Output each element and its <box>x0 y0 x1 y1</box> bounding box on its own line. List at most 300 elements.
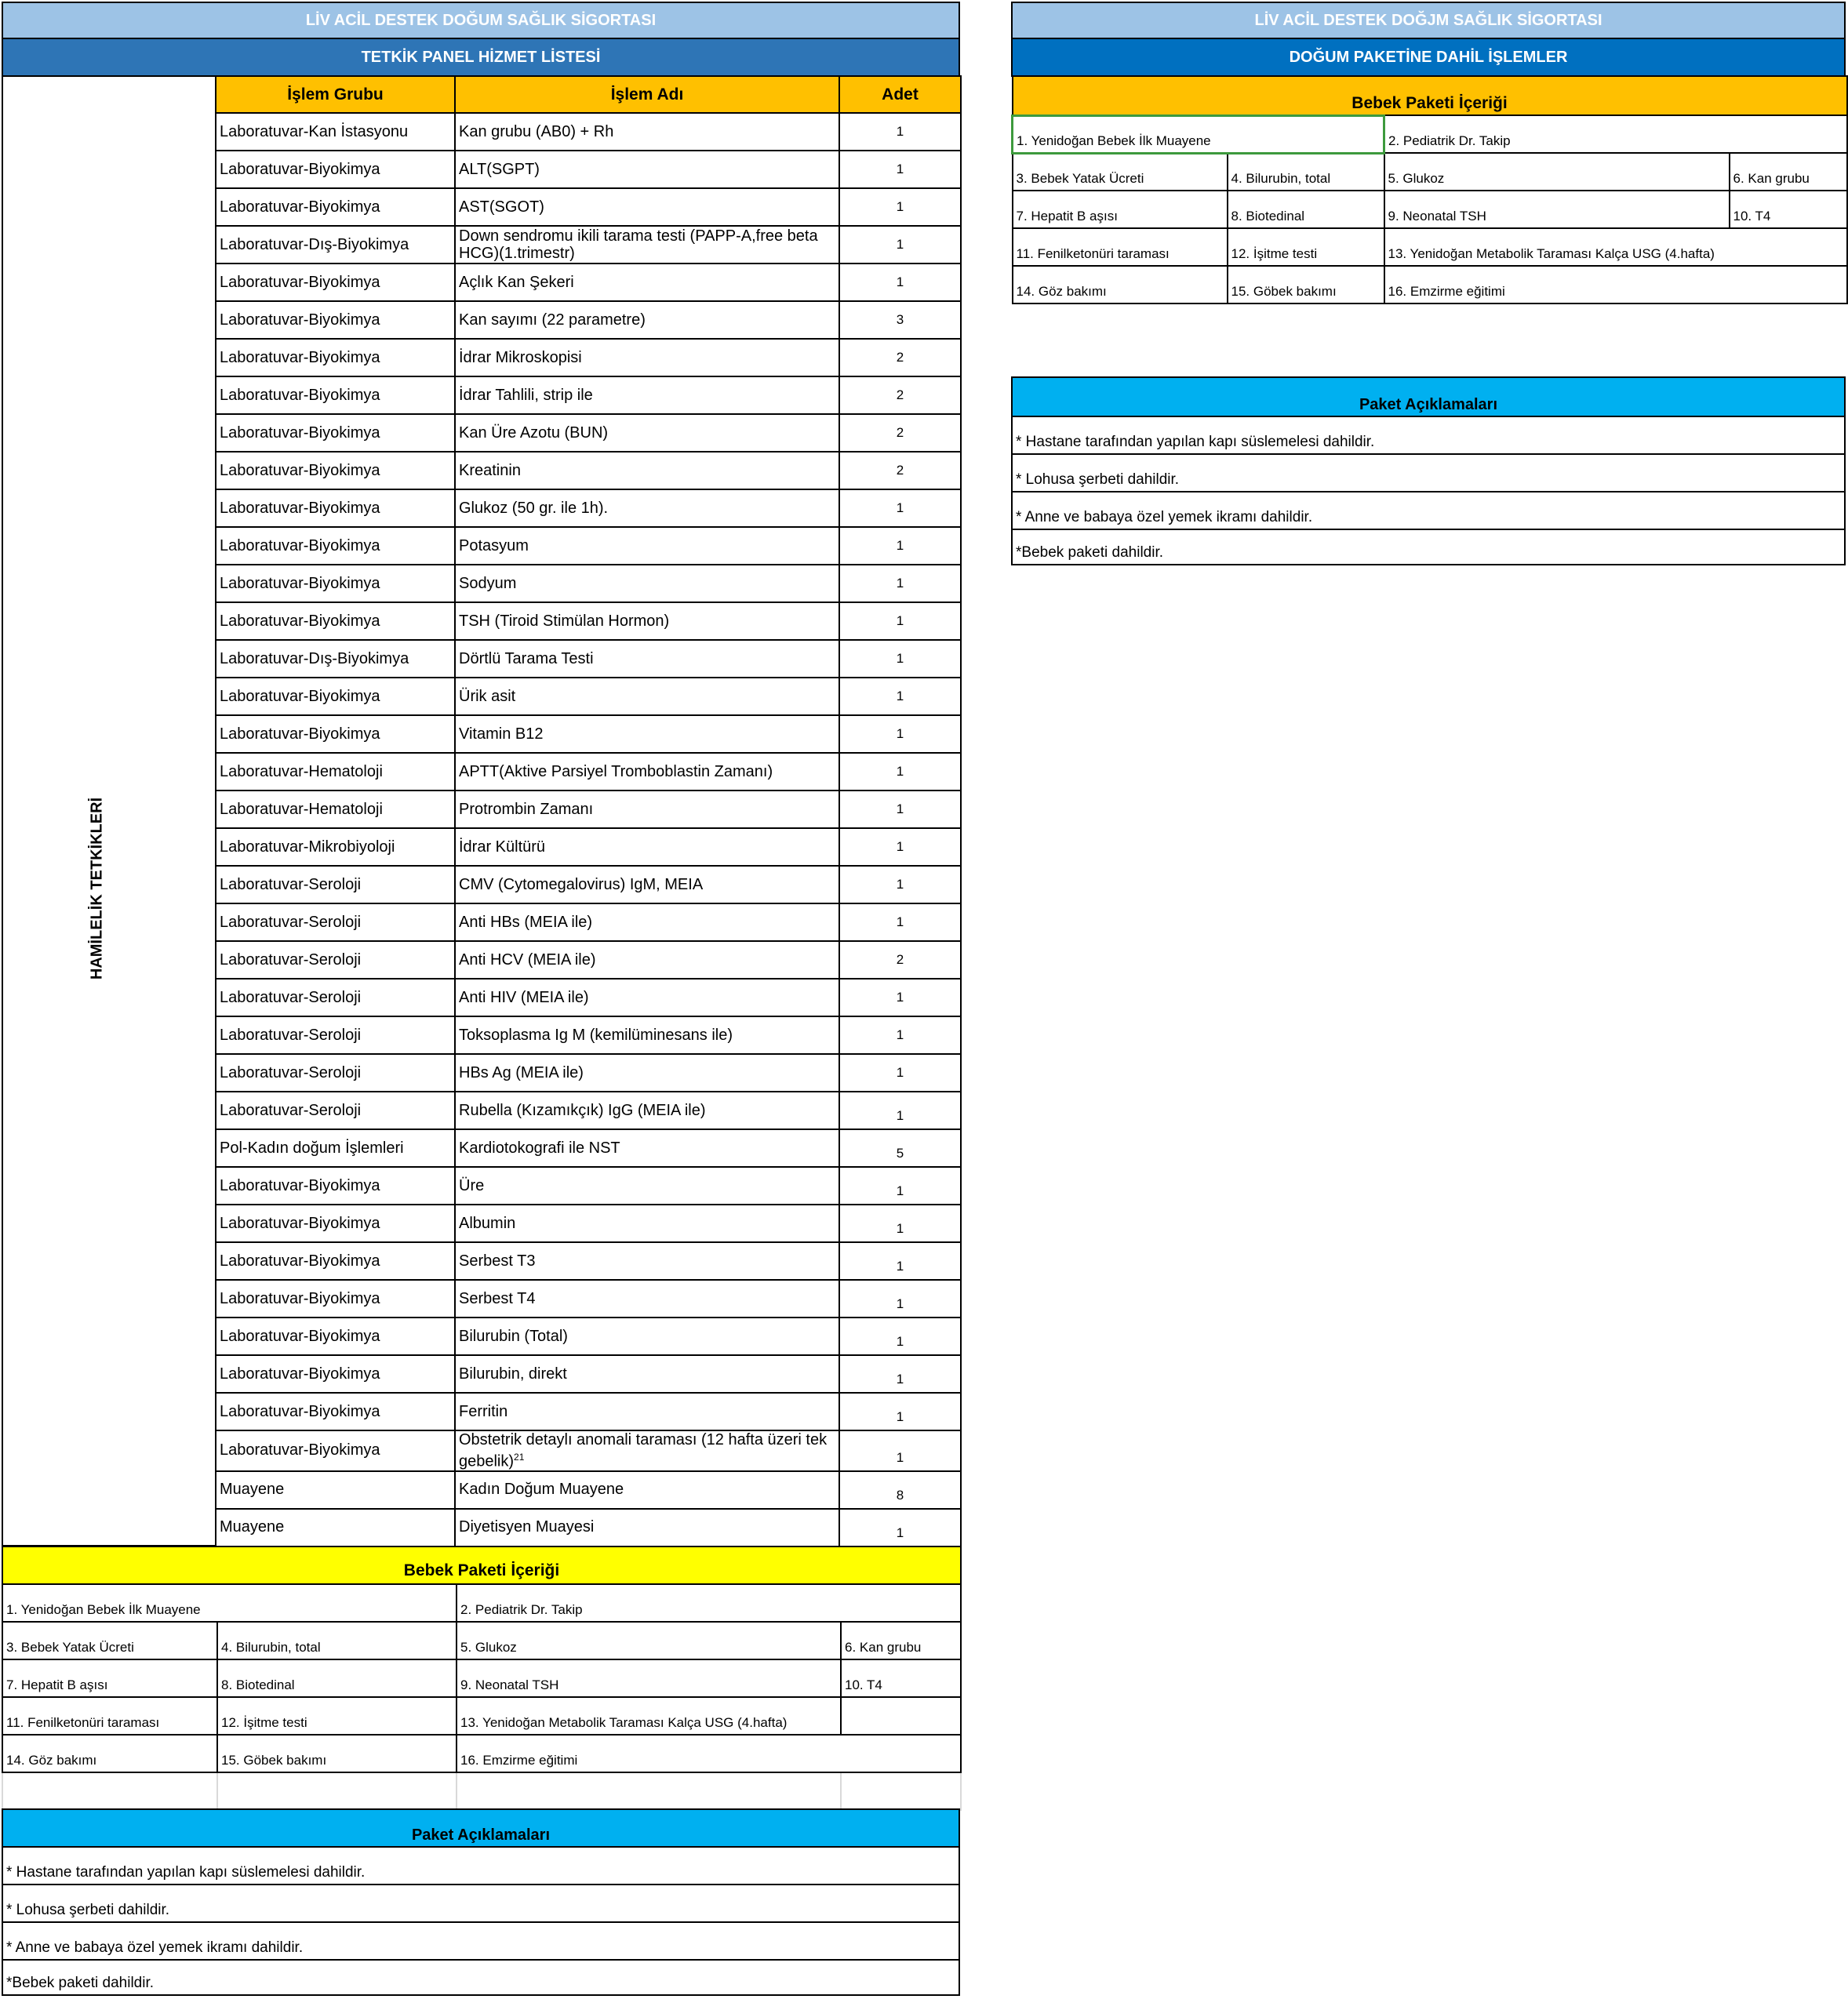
row-count <box>839 188 961 226</box>
row-count <box>839 565 961 602</box>
row-name-text: Serbest T3 <box>459 1252 536 1270</box>
row-group <box>216 339 455 376</box>
row-name-text: Protrombin Zamanı <box>459 800 594 818</box>
row-group-text: Laboratuvar-Biyokimya <box>220 612 380 630</box>
baby-item: 8. Biotedinal <box>1228 191 1384 228</box>
row-group-text: Laboratuvar-Biyokimya <box>220 348 380 366</box>
row-count <box>839 301 961 339</box>
test-table <box>215 75 962 1547</box>
row-count-text: 1 <box>896 914 904 929</box>
row-name <box>455 489 839 527</box>
row-count-text: 1 <box>896 124 904 139</box>
row-count <box>839 1280 961 1318</box>
table-row <box>216 1280 961 1318</box>
row-name <box>455 1393 839 1430</box>
row-group <box>216 376 455 414</box>
row-group-text: Laboratuvar-Biyokimya <box>220 311 380 329</box>
row-group <box>216 753 455 791</box>
row-name-text: İdrar Mikroskopisi <box>459 348 582 366</box>
row-name <box>455 1205 839 1242</box>
empty-cell <box>2 1772 217 1810</box>
row-name <box>455 527 839 565</box>
row-group <box>216 1471 455 1509</box>
baby-item-empty <box>841 1697 961 1735</box>
row-group-text: Laboratuvar-Biyokimya <box>220 386 380 404</box>
side-label-cell <box>2 75 216 1546</box>
row-group-text: Laboratuvar-Mikrobiyoloji <box>220 838 395 856</box>
table-row <box>216 1129 961 1167</box>
row-name <box>455 715 839 753</box>
row-group-text: Laboratuvar-Biyokimya <box>220 198 380 216</box>
row-name <box>455 188 839 226</box>
table-row <box>216 226 961 264</box>
row-group <box>216 1355 455 1393</box>
baby-item: 2. Pediatrik Dr. Takip <box>457 1584 961 1622</box>
left-baby-title: Bebek Paketi İçeriği <box>2 1546 961 1584</box>
row-name-text: İdrar Tahlili, strip ile <box>459 386 593 404</box>
row-name-text: Sodyum <box>459 574 517 592</box>
row-group <box>216 226 455 264</box>
row-count-text: 1 <box>896 237 904 252</box>
table-row <box>216 602 961 640</box>
empty-cell <box>841 1772 961 1810</box>
row-name-text: Obstetrik detaylı anomali taraması (12 hafta üzeri tek gebelik) <box>459 1431 828 1470</box>
row-group <box>216 828 455 866</box>
row-name <box>455 452 839 489</box>
row-group-text: Pol-Kadın doğum İşlemleri <box>220 1139 404 1157</box>
row-count-text: 1 <box>896 801 904 816</box>
note-item: * Lohusa şerbeti dahildir. <box>1012 454 1845 492</box>
row-count <box>839 1016 961 1054</box>
table-row <box>216 113 961 151</box>
row-count <box>839 1318 961 1355</box>
row-name-text: Diyetisyen Muayesi <box>459 1518 595 1536</box>
row-group-text: Laboratuvar-Biyokimya <box>220 1402 380 1420</box>
left-baby-table <box>2 1546 962 1811</box>
right-title-bar <box>1011 2 1846 39</box>
baby-item: 6. Kan grubu <box>841 1622 961 1659</box>
row-name-text: Açlık Kan Şekeri <box>459 273 574 291</box>
row-count <box>839 1167 961 1205</box>
row-group <box>216 1054 455 1092</box>
row-count-text: 1 <box>896 199 904 214</box>
row-name <box>455 640 839 678</box>
row-group-text: Muayene <box>220 1518 285 1536</box>
table-row <box>216 791 961 828</box>
row-count <box>839 753 961 791</box>
row-name <box>455 866 839 903</box>
table-row <box>216 301 961 339</box>
table-row <box>216 339 961 376</box>
row-group-text: Laboratuvar-Biyokimya <box>220 423 380 442</box>
row-group <box>216 301 455 339</box>
row-name <box>455 753 839 791</box>
row-group-text: Laboratuvar-Biyokimya <box>220 160 380 178</box>
baby-item: 16. Emzirme eğitimi <box>1384 266 1847 303</box>
row-name <box>455 376 839 414</box>
right-notes-table <box>1011 376 1846 565</box>
row-count-text: 1 <box>896 1027 904 1042</box>
row-count <box>839 979 961 1016</box>
row-count-text: 1 <box>896 689 904 703</box>
row-group-text: Laboratuvar-Hematoloji <box>220 762 383 780</box>
row-group-text: Laboratuvar-Dış-Biyokimya <box>220 649 409 667</box>
footnote-mark: 21 <box>514 1452 525 1463</box>
row-group-text: Laboratuvar-Biyokimya <box>220 499 380 517</box>
row-name <box>455 903 839 941</box>
row-group-text: Laboratuvar-Biyokimya <box>220 1327 380 1345</box>
table-row <box>216 828 961 866</box>
row-count <box>839 602 961 640</box>
row-group <box>216 1167 455 1205</box>
row-count-text: 2 <box>896 952 904 967</box>
header-name: İşlem Adı <box>455 76 839 113</box>
baby-item: 5. Glukoz <box>1384 153 1730 191</box>
row-group <box>216 1280 455 1318</box>
table-row <box>216 188 961 226</box>
row-group-text: Laboratuvar-Seroloji <box>220 875 362 893</box>
row-count <box>839 1509 961 1546</box>
row-name-text: APTT(Aktive Parsiyel Tromboblastin Zamanı) <box>459 762 773 780</box>
note-item: * Hastane tarafından yapılan kapı süslemelesi dahildir. <box>2 1847 959 1885</box>
baby-item: 6. Kan grubu <box>1730 153 1847 191</box>
row-count <box>839 264 961 301</box>
table-row <box>216 489 961 527</box>
row-name <box>455 828 839 866</box>
row-count <box>839 226 961 264</box>
baby-item: 13. Yenidoğan Metabolik Taraması Kalça USG (4.hafta) <box>457 1697 841 1735</box>
row-group <box>216 640 455 678</box>
baby-item: 12. İşitme testi <box>1228 228 1384 266</box>
row-group <box>216 1129 455 1167</box>
row-name-text: Down sendromu ikili tarama testi (PAPP-A,free beta HCG)(1.trimestr) <box>459 227 818 262</box>
baby-item: 12. İşitme testi <box>217 1697 457 1735</box>
row-group <box>216 1509 455 1546</box>
side-label: HAMİLELİK TETKİKLERİ <box>88 797 106 980</box>
row-name <box>455 1355 839 1393</box>
note-item: * Hastane tarafından yapılan kapı süslemelesi dahildir. <box>1012 416 1845 454</box>
row-name <box>455 1318 839 1355</box>
row-count-text: 1 <box>896 726 904 741</box>
table-row <box>216 376 961 414</box>
table-row <box>216 414 961 452</box>
row-group-text: Laboratuvar-Biyokimya <box>220 1441 380 1459</box>
row-group-text: Laboratuvar-Seroloji <box>220 950 362 969</box>
row-name <box>455 1092 839 1129</box>
row-group-text: Laboratuvar-Seroloji <box>220 1101 362 1119</box>
left-notes-title: Paket Açıklamaları <box>2 1809 959 1847</box>
row-count-text: 1 <box>896 1334 904 1349</box>
row-count-text: 1 <box>896 1525 904 1540</box>
row-count-text: 1 <box>896 990 904 1005</box>
row-group <box>216 188 455 226</box>
row-count <box>839 1054 961 1092</box>
baby-item: 2. Pediatrik Dr. Takip <box>1384 115 1847 153</box>
right-title: LİV ACİL DESTEK DOĞJM SAĞLIK SİGORTASI <box>1254 11 1602 29</box>
row-count <box>839 1092 961 1129</box>
row-group <box>216 602 455 640</box>
baby-item: 4. Bilurubin, total <box>217 1622 457 1659</box>
row-group <box>216 151 455 188</box>
row-count <box>839 1393 961 1430</box>
row-name-text: ALT(SGPT) <box>459 160 540 178</box>
row-count <box>839 527 961 565</box>
row-count <box>839 903 961 941</box>
table-row <box>216 941 961 979</box>
right-subtitle-bar <box>1011 38 1846 77</box>
row-name <box>455 151 839 188</box>
left-title: LİV ACİL DESTEK DOĞUM SAĞLIK SİGORTASI <box>305 11 657 29</box>
row-name-text: Anti HCV (MEIA ile) <box>459 950 596 969</box>
table-row <box>216 979 961 1016</box>
row-count-text: 1 <box>896 500 904 515</box>
table-row <box>216 452 961 489</box>
row-group-text: Laboratuvar-Biyokimya <box>220 1289 380 1307</box>
header-count: Adet <box>839 76 961 113</box>
row-count-text: 2 <box>896 350 904 365</box>
table-row <box>216 565 961 602</box>
row-count <box>839 452 961 489</box>
row-name <box>455 979 839 1016</box>
baby-item: 4. Bilurubin, total <box>1228 153 1384 191</box>
baby-item: 10. T4 <box>841 1659 961 1697</box>
row-name-text: Bilurubin (Total) <box>459 1327 568 1345</box>
left-subtitle: TETKİK PANEL HİZMET LİSTESİ <box>361 48 601 66</box>
table-row <box>216 715 961 753</box>
left-subtitle-bar <box>2 38 960 77</box>
row-count <box>839 866 961 903</box>
row-group-text: Laboratuvar-Biyokimya <box>220 536 380 554</box>
table-row <box>216 1092 961 1129</box>
row-count <box>839 678 961 715</box>
row-count <box>839 791 961 828</box>
row-group <box>216 1393 455 1430</box>
baby-item: 7. Hepatit B aşısı <box>1013 191 1228 228</box>
row-count <box>839 376 961 414</box>
baby-item: 9. Neonatal TSH <box>1384 191 1730 228</box>
row-name-text: Anti HBs (MEIA ile) <box>459 913 593 931</box>
row-group-text: Muayene <box>220 1481 285 1499</box>
row-name-text: Vitamin B12 <box>459 725 544 743</box>
baby-item: 7. Hepatit B aşısı <box>2 1659 217 1697</box>
row-group <box>216 414 455 452</box>
row-name-text: Rubella (Kızamıkçık) IgG (MEIA ile) <box>459 1101 706 1119</box>
table-row <box>216 1393 961 1430</box>
table-row <box>216 1430 961 1471</box>
table-row <box>216 753 961 791</box>
row-group-text: Laboratuvar-Seroloji <box>220 1026 362 1044</box>
row-count-text: 1 <box>896 1296 904 1311</box>
row-name <box>455 941 839 979</box>
table-row <box>216 1355 961 1393</box>
row-count-text: 1 <box>896 576 904 591</box>
row-name-text: Anti HIV (MEIA ile) <box>459 988 589 1006</box>
row-group-text: Laboratuvar-Dış-Biyokimya <box>220 235 409 253</box>
row-count-text: 2 <box>896 425 904 440</box>
row-group-text: Laboratuvar-Kan İstasyonu <box>220 122 409 140</box>
right-baby-title: Bebek Paketi İçeriği <box>1013 76 1847 115</box>
row-count <box>839 1242 961 1280</box>
baby-item: 3. Bebek Yatak Ücreti <box>1013 153 1228 191</box>
row-name-text: TSH (Tiroid Stimülan Hormon) <box>459 612 670 630</box>
row-group <box>216 715 455 753</box>
row-name <box>455 791 839 828</box>
row-count-text: 1 <box>896 1259 904 1274</box>
row-count-text: 1 <box>896 1183 904 1198</box>
row-name <box>455 1129 839 1167</box>
row-count-text: 5 <box>896 1146 904 1161</box>
row-name-text: Glukoz (50 gr. ile 1h). <box>459 499 609 517</box>
row-count <box>839 1471 961 1509</box>
row-group <box>216 791 455 828</box>
baby-item: 15. Göbek bakımı <box>217 1735 457 1772</box>
row-count-text: 1 <box>896 1221 904 1236</box>
baby-item: 13. Yenidoğan Metabolik Taraması Kalça USG (4.hafta) <box>1384 228 1847 266</box>
row-name-text: Ürik asit <box>459 687 516 705</box>
row-group <box>216 1318 455 1355</box>
row-count-text: 1 <box>896 274 904 289</box>
baby-item: 1. Yenidoğan Bebek İlk Muayene <box>2 1584 457 1622</box>
row-count <box>839 151 961 188</box>
row-name-text: Ferritin <box>459 1402 508 1420</box>
row-name <box>455 226 839 264</box>
row-count-text: 1 <box>896 1409 904 1424</box>
note-item: * Anne ve babaya özel yemek ikramı dahildir. <box>2 1922 959 1960</box>
row-group <box>216 1205 455 1242</box>
left-notes-table <box>2 1808 960 1996</box>
row-count <box>839 941 961 979</box>
table-row <box>216 151 961 188</box>
row-count-text: 1 <box>896 839 904 854</box>
row-group <box>216 1016 455 1054</box>
row-name <box>455 1430 839 1471</box>
row-group <box>216 527 455 565</box>
row-name <box>455 1242 839 1280</box>
row-group <box>216 489 455 527</box>
row-count-text: 2 <box>896 463 904 478</box>
row-name-text: Kan sayımı (22 parametre) <box>459 311 646 329</box>
row-name-text: Toksoplasma Ig M (kemilüminesans ile) <box>459 1026 733 1044</box>
row-group-text: Laboratuvar-Biyokimya <box>220 1252 380 1270</box>
row-name-text: Üre <box>459 1176 485 1194</box>
row-group-text: Laboratuvar-Seroloji <box>220 1063 362 1081</box>
row-count <box>839 1129 961 1167</box>
row-count-text: 1 <box>896 538 904 553</box>
row-count-text: 3 <box>896 312 904 327</box>
row-count <box>839 828 961 866</box>
right-baby-table <box>1011 75 1848 304</box>
row-group <box>216 452 455 489</box>
baby-item: 11. Fenilketonüri taraması <box>2 1697 217 1735</box>
row-group-text: Laboratuvar-Biyokimya <box>220 574 380 592</box>
baby-item: 14. Göz bakımı <box>1013 266 1228 303</box>
row-group-text: Laboratuvar-Biyokimya <box>220 725 380 743</box>
note-item: * Lohusa şerbeti dahildir. <box>2 1885 959 1922</box>
row-name-text: Serbest T4 <box>459 1289 536 1307</box>
row-count-text: 2 <box>896 387 904 402</box>
row-count-text: 8 <box>896 1487 904 1503</box>
table-row <box>216 866 961 903</box>
row-group <box>216 979 455 1016</box>
row-name-text: Kan grubu (AB0) + Rh <box>459 122 614 140</box>
table-row <box>216 678 961 715</box>
row-name-text: AST(SGOT) <box>459 198 544 216</box>
row-group <box>216 1092 455 1129</box>
row-name <box>455 1280 839 1318</box>
row-group-text: Laboratuvar-Biyokimya <box>220 1365 380 1383</box>
note-item: *Bebek paketi dahildir. <box>1012 529 1845 565</box>
row-name <box>455 301 839 339</box>
table-row <box>216 1242 961 1280</box>
row-name-text: Dörtlü Tarama Testi <box>459 649 594 667</box>
right-subtitle: DOĞUM PAKETİNE DAHİL İŞLEMLER <box>1289 48 1568 66</box>
row-name-text: HBs Ag (MEIA ile) <box>459 1063 584 1081</box>
row-count <box>839 113 961 151</box>
row-count <box>839 715 961 753</box>
row-name <box>455 264 839 301</box>
table-row <box>216 527 961 565</box>
table-row <box>216 640 961 678</box>
row-name-text: Kan Üre Azotu (BUN) <box>459 423 609 442</box>
row-group <box>216 678 455 715</box>
row-group <box>216 866 455 903</box>
empty-cell <box>457 1772 841 1810</box>
row-name-text: Potasyum <box>459 536 529 554</box>
row-group <box>216 565 455 602</box>
row-name-text: Albumin <box>459 1214 516 1232</box>
empty-cell <box>217 1772 457 1810</box>
row-name <box>455 339 839 376</box>
row-count-text: 1 <box>896 651 904 666</box>
row-count <box>839 489 961 527</box>
row-group <box>216 264 455 301</box>
row-group-text: Laboratuvar-Biyokimya <box>220 273 380 291</box>
row-count <box>839 1430 961 1471</box>
note-item: * Anne ve babaya özel yemek ikramı dahildir. <box>1012 492 1845 529</box>
row-group <box>216 113 455 151</box>
baby-item: 15. Göbek bakımı <box>1228 266 1384 303</box>
row-name-text: Kadın Doğum Muayene <box>459 1481 624 1499</box>
table-row <box>216 264 961 301</box>
table-row <box>216 903 961 941</box>
row-group-text: Laboratuvar-Seroloji <box>220 913 362 931</box>
row-group-text: Laboratuvar-Biyokimya <box>220 1176 380 1194</box>
row-group-text: Laboratuvar-Biyokimya <box>220 687 380 705</box>
header-group: İşlem Grubu <box>216 76 455 113</box>
row-group-text: Laboratuvar-Seroloji <box>220 988 362 1006</box>
table-row <box>216 1318 961 1355</box>
row-name <box>455 1471 839 1509</box>
row-count-text: 1 <box>896 877 904 892</box>
row-group-text: Laboratuvar-Hematoloji <box>220 800 383 818</box>
table-row <box>216 1054 961 1092</box>
table-row <box>216 1016 961 1054</box>
table-header-row <box>216 76 961 113</box>
baby-item: 11. Fenilketonüri taraması <box>1013 228 1228 266</box>
baby-item: 16. Emzirme eğitimi <box>457 1735 961 1772</box>
row-name <box>455 565 839 602</box>
row-name <box>455 1054 839 1092</box>
row-group <box>216 1242 455 1280</box>
row-group-text: Laboratuvar-Biyokimya <box>220 461 380 479</box>
row-count <box>839 1355 961 1393</box>
row-count-text: 1 <box>896 1372 904 1387</box>
row-name <box>455 678 839 715</box>
row-name-text: Kardiotokografi ile NST <box>459 1139 620 1157</box>
row-count <box>839 1205 961 1242</box>
row-group <box>216 941 455 979</box>
table-row <box>216 1509 961 1546</box>
